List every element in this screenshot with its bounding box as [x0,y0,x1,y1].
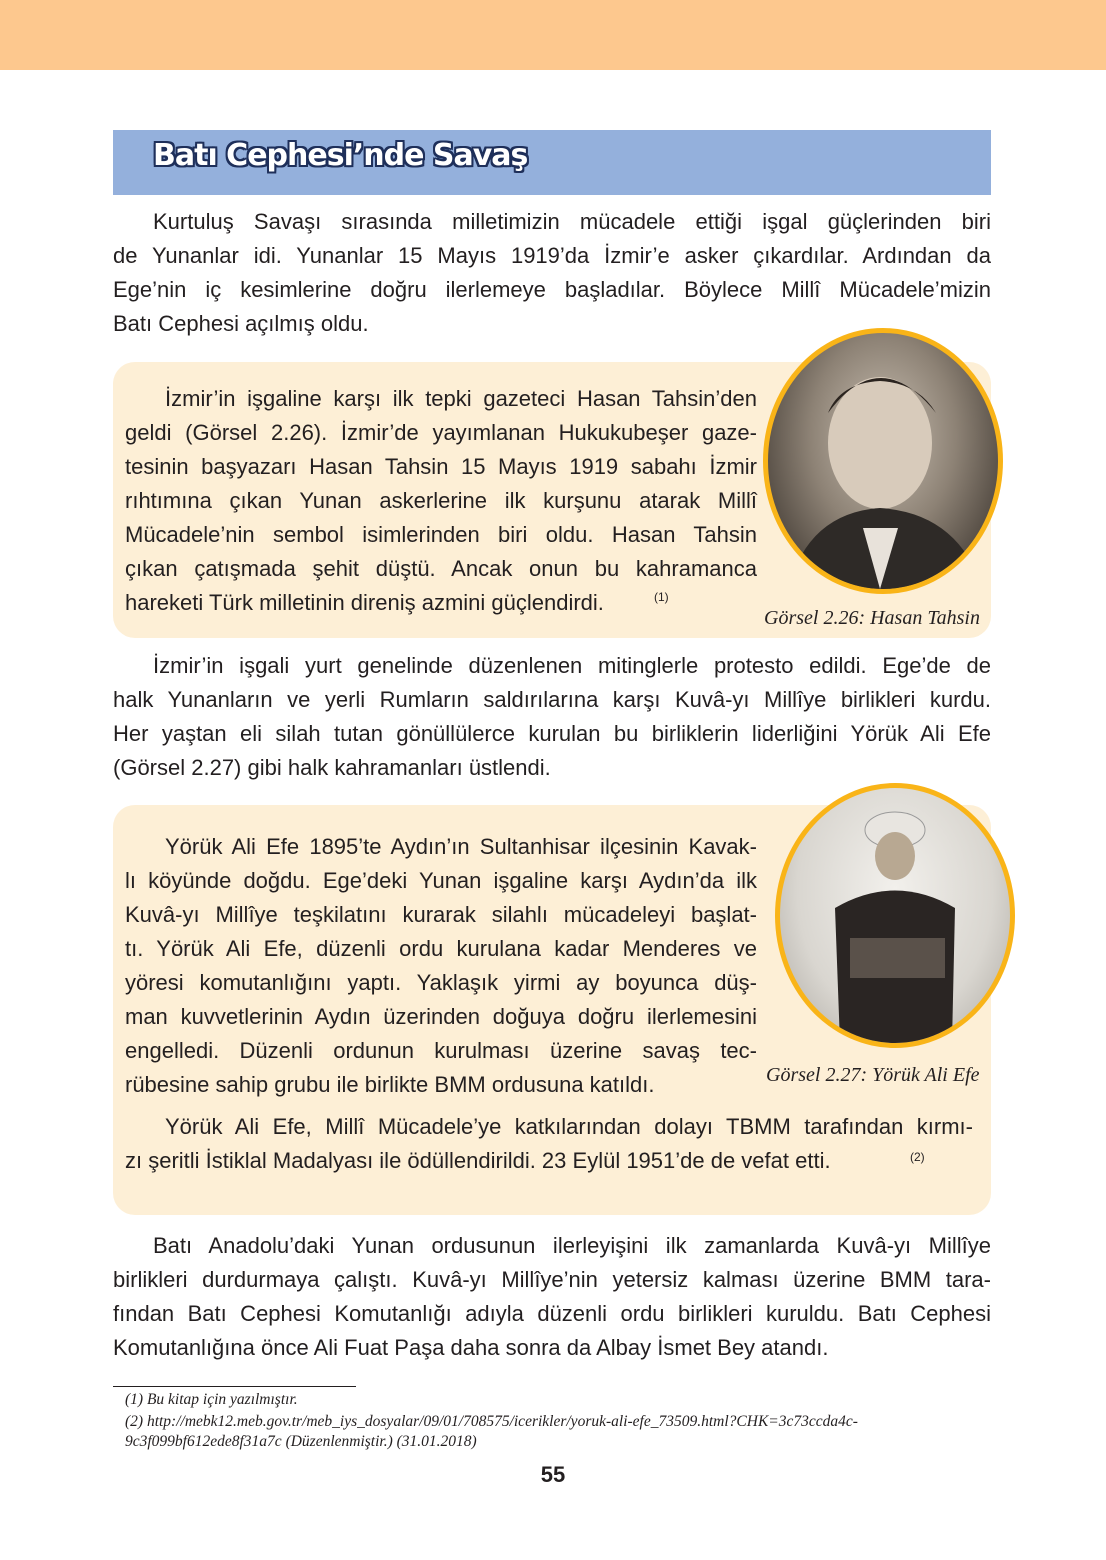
text-line: rübesine sahip grubu ile birlikte BMM ordusuna katıldı. [125,1072,655,1097]
text-line: Komutanlığına önce Ali Fuat Paşa daha sonra da Albay İsmet Bey atandı. [113,1335,829,1360]
text-line: de Yunanlar idi. Yunanlar 15 Mayıs 1919’da İzmir’e asker çıkardılar. Ardından da [113,243,991,268]
section-title-band [113,130,991,195]
caption-gorsel-2-26: Görsel 2.26: Hasan Tahsin [764,607,980,629]
text-line: Yörük Ali Efe 1895’te Aydın’ın Sultanhisar ilçesinin Kavak- [165,834,757,859]
section-title: Batı Cephesi’nde Savaş [153,138,528,173]
text-line: (Görsel 2.27) gibi halk kahramanları üstlendi. [113,755,551,780]
paragraph-izmir-protests [113,649,991,785]
text-line: yöresi komutanlığını yaptı. Yaklaşık yirmi ay boyunca düş- [125,970,757,995]
footnote-2-cont: 9c3f099bf612ede8f31a7c (Düzenlenmiştir.) (31.01.2018) [125,1433,477,1450]
paragraph-intro [113,205,991,341]
text-line: rıhtımına çıkan Yunan askerlerine ilk kurşunu atarak Millî [125,488,757,513]
text-line: tı. Yörük Ali Efe, düzenli ordu kurulana kadar Menderes ve [125,936,757,961]
text-line: çıkan çatışmada şehit düştü. Ancak onun bu kahramanca [125,556,757,581]
portrait-yoruk-ali-efe [775,783,1015,1048]
text-line: Her yaştan eli silah tutan gönüllülerce kurulan bu birliklerin liderliğini Yörük Ali Efe [113,721,991,746]
text-line: birlikleri durdurmaya çalıştı. Kuvâ-yı Millîye’nin yetersiz kalması üzerine BMM tara- [113,1267,991,1292]
footnote-ref-1: (1) [654,590,669,604]
paragraph-bati-cephesi [113,1229,991,1365]
page-number: 55 [540,1462,566,1487]
text-line: Kuvâ-yı Millîye teşkilatını kurarak silahlı mücadeleyi başlat- [125,902,757,927]
text-line: Kurtuluş Savaşı sırasında milletimizin mücadele ettiği işgal güçlerinden biri [153,209,991,234]
text-line: tesinin başyazarı Hasan Tahsin 15 Mayıs 1919 sabahı İzmir [125,454,757,479]
text-line: fından Batı Cephesi Komutanlığı adıyla düzenli ordu birlikleri kuruldu. Batı Cephesi [113,1301,991,1326]
text-line: Ege’nin iç kesimlerine doğru ilerlemeye başladılar. Böylece Millî Mücadele’mizin [113,277,991,302]
paragraph-yoruk-ali-efe [125,830,757,1102]
footnote-2-url: (2) http://mebk12.meb.gov.tr/meb_iys_dosyalar/09/01/708575/icerikler/yoruk-ali-efe_73509.html?CHK=3c73ccda4c- [125,1413,858,1430]
portrait-silhouette-icon [780,788,1010,1043]
text-line: engelledi. Düzenli ordunun kurulması üzerine savaş tec- [125,1038,757,1063]
text-line: hareketi Türk milletinin direniş azmini güçlendirdi. [125,590,604,615]
text-line: Mücadele’nin sembol isimlerinden biri oldu. Hasan Tahsin [125,522,757,547]
text-line: lı köyünde doğdu. Ege’deki Yunan işgaline karşı Aydın’da ilk [125,868,757,893]
text-line: zı şeritli İstiklal Madalyası ile ödüllendirildi. 23 Eylül 1951’de de vefat etti. [125,1148,831,1173]
paragraph-yoruk-ali-efe-medal [125,1110,973,1178]
paragraph-hasan-tahsin [125,382,757,620]
portrait-silhouette-icon [768,333,998,589]
text-line: halk Yunanların ve yerli Rumların saldırılarına karşı Kuvâ-yı Millîye birlikleri kurdu. [113,687,991,712]
text-line: İzmir’in işgali yurt genelinde düzenlenen mitinglerle protesto edildi. Ege’de de [153,653,991,678]
text-line: man kuvvetlerinin Aydın üzerinden doğuya doğru ilerlemesini [125,1004,757,1029]
portrait-hasan-tahsin [763,328,1003,594]
footnote-1: (1) Bu kitap için yazılmıştır. [125,1391,298,1408]
text-line: Batı Cephesi açılmış oldu. [113,311,369,336]
footnote-divider [113,1386,356,1387]
caption-gorsel-2-27: Görsel 2.27: Yörük Ali Efe [766,1064,980,1086]
footnote-ref-2: (2) [910,1150,925,1164]
text-line: İzmir’in işgaline karşı ilk tepki gazeteci Hasan Tahsin’den [165,386,757,411]
text-line: Yörük Ali Efe, Millî Mücadele’ye katkılarından dolayı TBMM tarafından kırmı- [165,1114,973,1139]
text-line: Batı Anadolu’daki Yunan ordusunun ilerleyişini ilk zamanlarda Kuvâ-yı Millîye [153,1233,991,1258]
top-color-bar [0,0,1106,70]
text-line: geldi (Görsel 2.26). İzmir’de yayımlanan Hukukubeşer gaze- [125,420,757,445]
